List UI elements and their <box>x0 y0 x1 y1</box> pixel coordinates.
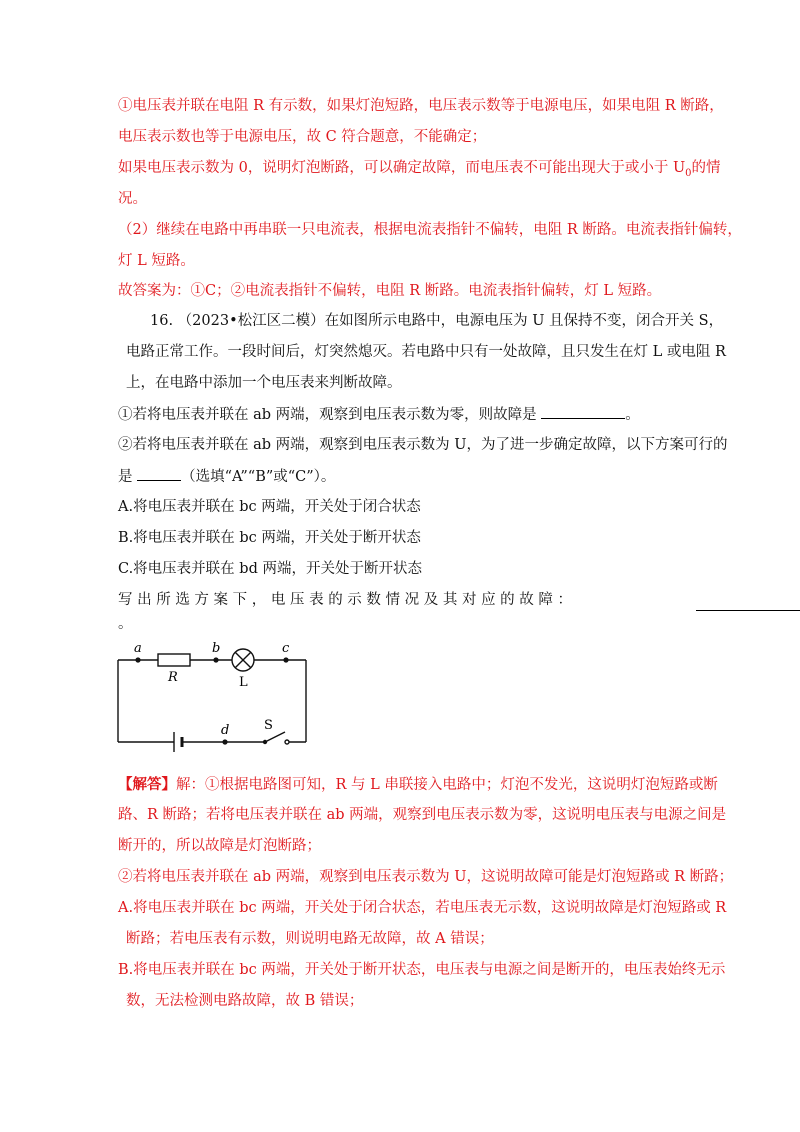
question-16-line-3: 上，在电路中添加一个电压表来判断故障。 <box>126 375 402 391</box>
subscript-zero: 0 <box>685 167 692 179</box>
option-b: B.将电压表并联在 bc 两端，开关处于断开状态 <box>118 530 421 546</box>
solution-line-7: B.将电压表并联在 bc 两端，开关处于断开状态，电压表与电源之间是断开的，电压表始终无示 <box>118 962 726 978</box>
analysis-line-1: ①电压表并联在电阻 R 有示数，如果灯泡短路，电压表示数等于电源电压，如果电阻 R 断路， <box>118 98 724 114</box>
option-a: A.将电压表并联在 bc 两端，开关处于闭合状态 <box>118 499 421 515</box>
analysis-line-6: 灯 L 短路。 <box>118 253 195 269</box>
circuit-diagram <box>110 638 320 753</box>
node-a-dot <box>135 657 140 662</box>
switch-s-blade <box>265 732 285 742</box>
label-s: S <box>264 718 273 733</box>
solution-line-3: 断开的，所以故障是灯泡断路； <box>118 838 321 854</box>
answer-blank-1[interactable] <box>541 404 625 419</box>
analysis-line-3-text: 如果电压表示数为 0，说明灯泡断路，可以确定故障，而电压表不可能出现大于或小于 U <box>118 160 686 176</box>
label-c: c <box>282 641 290 656</box>
question-16-line-2: 电路正常工作。一段时间后，灯突然熄灭。若电路中只有一处故障，且只发生在灯 L 或电阻 R <box>126 344 726 360</box>
option-c: C.将电压表并联在 bd 两端，开关处于断开状态 <box>118 561 422 577</box>
label-l: L <box>239 675 248 690</box>
question-16-part-3 <box>118 590 572 610</box>
solution-line-5: A.将电压表并联在 bc 两端，开关处于闭合状态，若电压表无示数，这说明故障是灯泡短路或 R <box>118 900 727 916</box>
analysis-line-2: 电压表示数也等于电源电压，故 C 符合题意，不能确定； <box>118 129 487 145</box>
solution-line-2: 路、R 断路；若将电压表并联在 ab 两端，观察到电压表示数为零，这说明电压表与电源之间是 <box>118 807 727 823</box>
analysis-line-4: 况。 <box>118 191 147 207</box>
analysis-line-3-tail: 的情 <box>691 160 721 176</box>
resistor-r-symbol <box>158 654 190 666</box>
label-d: d <box>221 723 230 738</box>
part-1-end: 。 <box>625 407 640 423</box>
answer-line: 故答案为：①C；②电流表指针不偏转，电阻 R 断路。电流表指针偏转，灯 L 短路。 <box>118 283 662 299</box>
part-3-text: 写 出 所 选 方 案 下 ， 电 压 表 的 示 数 情 况 及 其 对 应 的 故 障 ： <box>118 592 573 608</box>
question-16-part-1 <box>118 404 640 425</box>
label-b: b <box>212 641 221 656</box>
part-2-hint: （选填“A”“B”或“C”）。 <box>181 469 336 485</box>
solution-tag: 【解答】 <box>118 776 176 793</box>
question-16-part-3-end: 。 <box>118 616 133 632</box>
solution-line-8: 数，无法检测电路故障，故 B 错误； <box>126 993 364 1009</box>
switch-contact <box>285 740 289 744</box>
solution-lead: 解： <box>176 777 205 793</box>
analysis-line-5: （2）继续在电路中再串联一只电流表，根据电流表指针不偏转，电阻 R 断路。电流表指针偏转， <box>118 222 742 238</box>
solution-line-1-text: ①根据电路图可知，R 与 L 串联接入电路中；灯泡不发光，这说明灯泡短路或断 <box>205 777 718 793</box>
question-16-part-2-cont <box>118 466 335 487</box>
node-c-dot <box>283 657 288 662</box>
question-16-part-2: ②若将电压表并联在 ab 两端，观察到电压表示数为 U，为了进一步确定故障，以下方案可行的 <box>118 437 728 453</box>
part-1-text: ①若将电压表并联在 ab 两端，观察到电压表示数为零，则故障是 <box>118 407 537 423</box>
label-r: R <box>168 670 178 685</box>
solution-line-4: ②若将电压表并联在 ab 两端，观察到电压表示数为 U，这说明故障可能是灯泡短路或 R 断路； <box>118 869 734 885</box>
node-b-dot <box>213 657 218 662</box>
label-a: a <box>134 641 142 656</box>
node-d-dot <box>222 739 227 744</box>
part-2-lead: 是 <box>118 469 133 485</box>
solution-line-6: 断路；若电压表有示数，则说明电路无故障，故 A 错误； <box>126 931 494 947</box>
answer-blank-3[interactable] <box>696 596 800 611</box>
switch-pivot-dot <box>263 740 267 744</box>
solution-line-1 <box>118 775 718 795</box>
analysis-line-3 <box>118 158 721 184</box>
answer-blank-2[interactable] <box>137 466 181 481</box>
question-16-line-1: 16. （2023•松江区二模）在如图所示电路中，电源电压为 U 且保持不变，闭合开关 S， <box>150 313 724 329</box>
